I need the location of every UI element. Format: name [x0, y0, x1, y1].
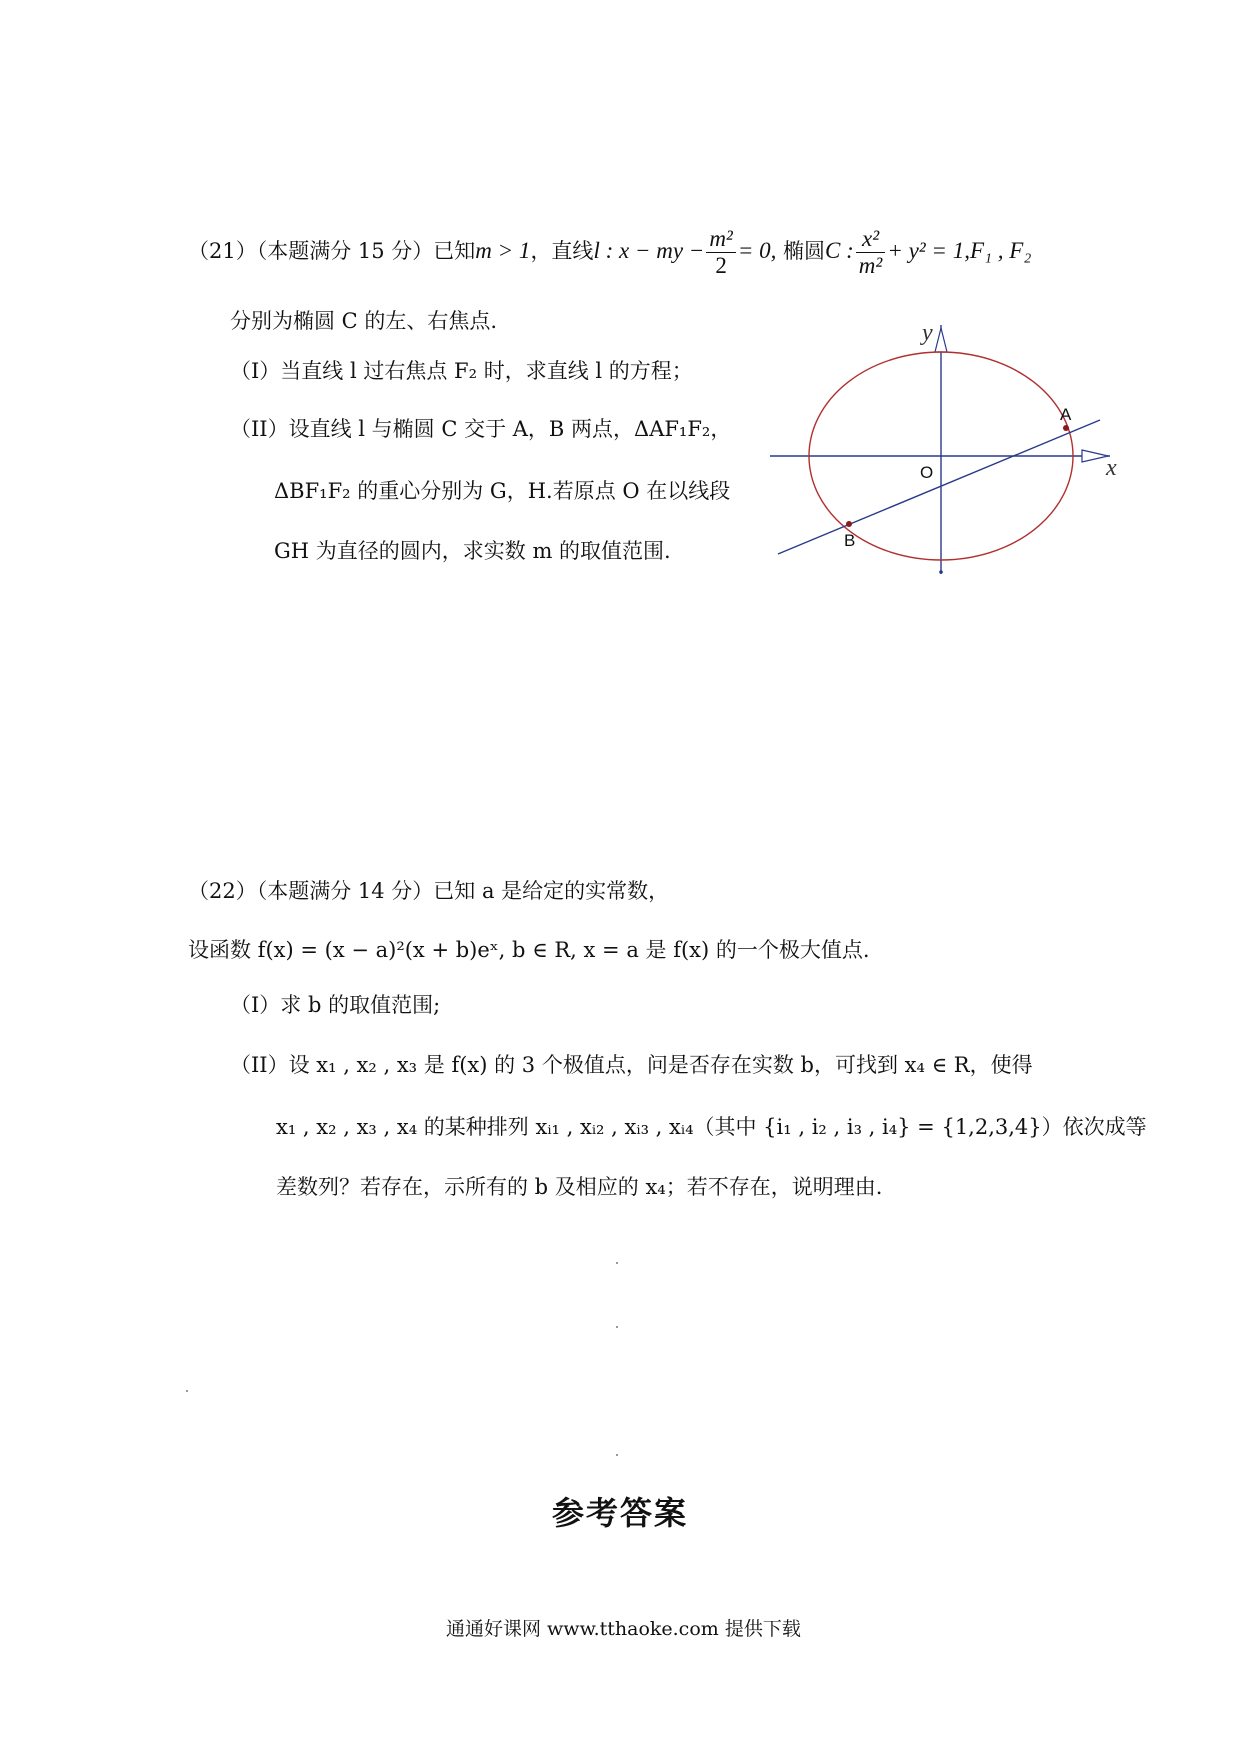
label-o: O — [920, 463, 934, 482]
q21-line-intro: ，直线 — [530, 239, 594, 263]
q21-statement — [188, 226, 1031, 279]
q21-ellipse-intro: 椭圆 — [776, 239, 826, 263]
x-axis-arrow-icon — [1082, 450, 1108, 462]
q21-foci: F₁ , F₂ — [969, 238, 1032, 263]
scan-speck — [616, 1262, 618, 1264]
q21-ellipse-num: x² — [856, 226, 886, 253]
q22-line1: （22）（本题满分 14 分）已知 a 是给定的实常数， — [188, 879, 670, 903]
q21-line2: 分别为椭圆 C 的左、右焦点. — [230, 309, 498, 333]
ellipse-diagram — [770, 320, 1130, 580]
q21-part2-b: ΔBF₁F₂ 的重心分别为 G，H.若原点 O 在以线段 — [274, 479, 731, 503]
y-axis-arrow-icon — [935, 328, 947, 352]
q21-cond-m: m > 1 — [475, 238, 531, 263]
q22-part1: （I）求 b 的取值范围; — [230, 993, 441, 1017]
scan-speck — [616, 1326, 618, 1328]
q21-frac-den: 2 — [715, 253, 727, 278]
q21-ellipse-rhs: + y² = 1, — [887, 238, 970, 263]
q22-part2-a: （II）设 x₁ , x₂ , x₃ 是 f(x) 的 3 个极值点，问是否存在实数 b，可找到 x₄ ∈ R，使得 — [230, 1053, 1033, 1077]
q21-part2-c: GH 为直径的圆内，求实数 m 的取值范围. — [274, 539, 671, 563]
label-a: A — [1060, 405, 1072, 424]
q21-prefix: （21）（本题满分 15 分）已知 — [188, 239, 476, 263]
q22-part2-b: x₁ , x₂ , x₃ , x₄ 的某种排列 xᵢ₁ , xᵢ₂ , xᵢ₃ , xᵢ₄（其中 {i₁ , i₂ , i₃ , i₄} = {1,2,3,4}）依次成等 — [276, 1115, 1147, 1139]
q21-line-rhs: = 0, — [737, 238, 777, 263]
scan-speck — [616, 1454, 618, 1456]
point-b — [846, 521, 852, 527]
label-b: B — [844, 531, 856, 550]
q21-line-lhs: l : x − my − — [593, 238, 705, 263]
scan-speck — [186, 1390, 188, 1392]
q21-part1: （I）当直线 l 过右焦点 F₂ 时，求直线 l 的方程； — [230, 359, 693, 383]
q21-line-fraction — [706, 226, 736, 279]
q21-part2-a: （II）设直线 l 与椭圆 C 交于 A，B 两点，ΔAF₁F₂， — [230, 417, 732, 441]
q21-ellipse-den: m² — [858, 253, 883, 278]
line-l — [778, 420, 1100, 554]
q22-part2-c: 差数列？若存在，示所有的 b 及相应的 x₄；若不存在，说明理由. — [276, 1175, 883, 1199]
footer: 通通好课网 www.tthaoke.com 提供下载 — [446, 1618, 801, 1640]
label-x: x — [1106, 455, 1117, 481]
q21-frac-num: m² — [706, 226, 736, 253]
q21-ellipse-fraction — [856, 226, 886, 279]
q22-line2: 设函数 f(x) = (x − a)²(x + b)eˣ, b ∈ R, x = a 是 f(x) 的一个极大值点. — [188, 938, 870, 962]
y-axis-endpoint — [939, 570, 943, 574]
label-y: y — [922, 320, 933, 346]
answer-title: 参考答案 — [552, 1494, 689, 1532]
q21-ellipse-lhs: C : — [825, 238, 854, 263]
point-a — [1063, 425, 1069, 431]
